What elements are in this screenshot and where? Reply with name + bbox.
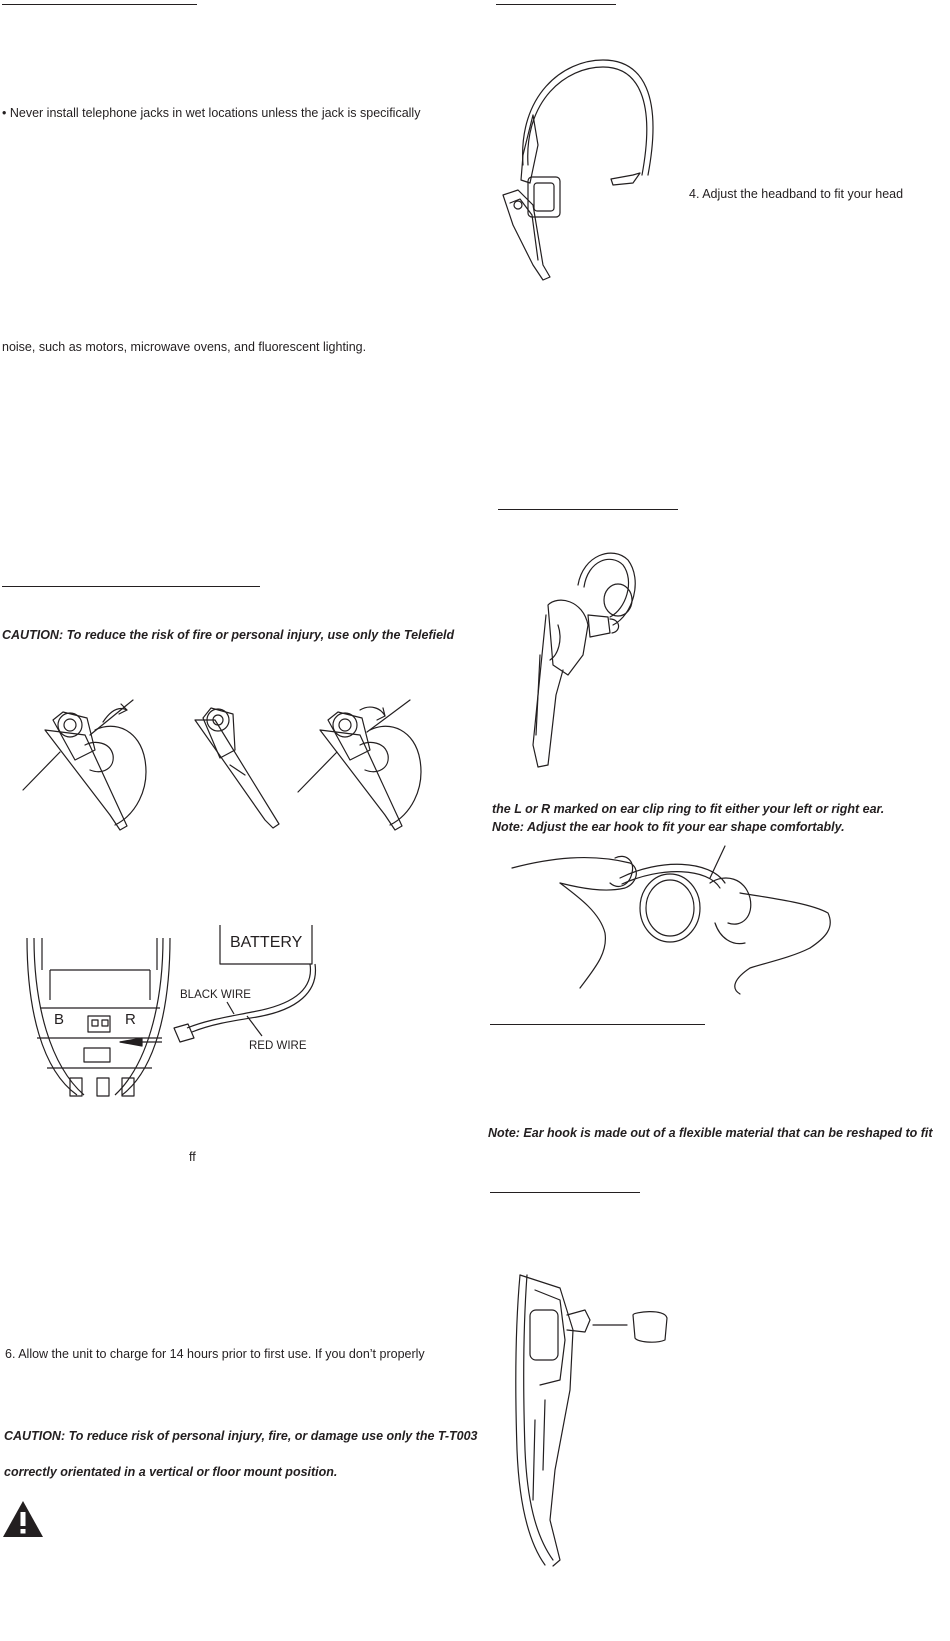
step4-headband-text: 4. Adjust the headband to fit your head — [689, 187, 904, 201]
section-heading-rule — [2, 586, 260, 587]
ff-fragment: ff — [189, 1150, 196, 1164]
headset-eartip-illustration — [505, 1270, 675, 1570]
black-wire-label: BLACK WIRE — [180, 989, 251, 1001]
battery-connection-diagram — [22, 920, 327, 1098]
ear-clip-text: the L or R marked on ear clip ring to fit either your left or right ear. — [492, 802, 885, 816]
section-heading-rule — [490, 1024, 705, 1025]
section-heading-rule — [490, 1192, 640, 1193]
b-terminal-label: B — [54, 1011, 65, 1028]
caution-t003-text: CAUTION: To reduce risk of personal injury, fire, or damage use only the T-T003 — [4, 1429, 478, 1443]
flexible-material-note: Note: Ear hook is made out of a flexible material that can be reshaped to fit — [488, 1126, 933, 1140]
orientation-text: correctly orientated in a vertical or floor mount position. — [4, 1465, 338, 1479]
headset-clip-illustrations — [15, 690, 440, 840]
section-heading-rule — [496, 4, 616, 5]
caution-telefield-text: CAUTION: To reduce the risk of fire or personal injury, use only the Telefield — [2, 628, 455, 642]
noise-text: noise, such as motors, microwave ovens, and fluorescent lighting. — [2, 340, 367, 354]
r-terminal-label: R — [125, 1011, 136, 1028]
ear-hook-note: Note: Adjust the ear hook to fit your ear shape comfortably. — [492, 820, 845, 834]
section-heading-rule — [2, 4, 197, 5]
safety-text: • Never install telephone jacks in wet locations unless the jack is specifically — [2, 106, 421, 120]
warning-triangle-icon — [2, 1500, 44, 1538]
step6-text: 6. Allow the unit to charge for 14 hours prior to first use. If you don’t properly — [5, 1347, 425, 1361]
battery-label: BATTERY — [230, 934, 303, 951]
earhook-headset-illustration — [518, 545, 643, 773]
headband-headset-illustration — [488, 55, 668, 285]
hands-adjusting-earhook-illustration — [510, 838, 840, 996]
section-heading-rule — [498, 509, 678, 510]
red-wire-label: RED WIRE — [249, 1040, 307, 1052]
